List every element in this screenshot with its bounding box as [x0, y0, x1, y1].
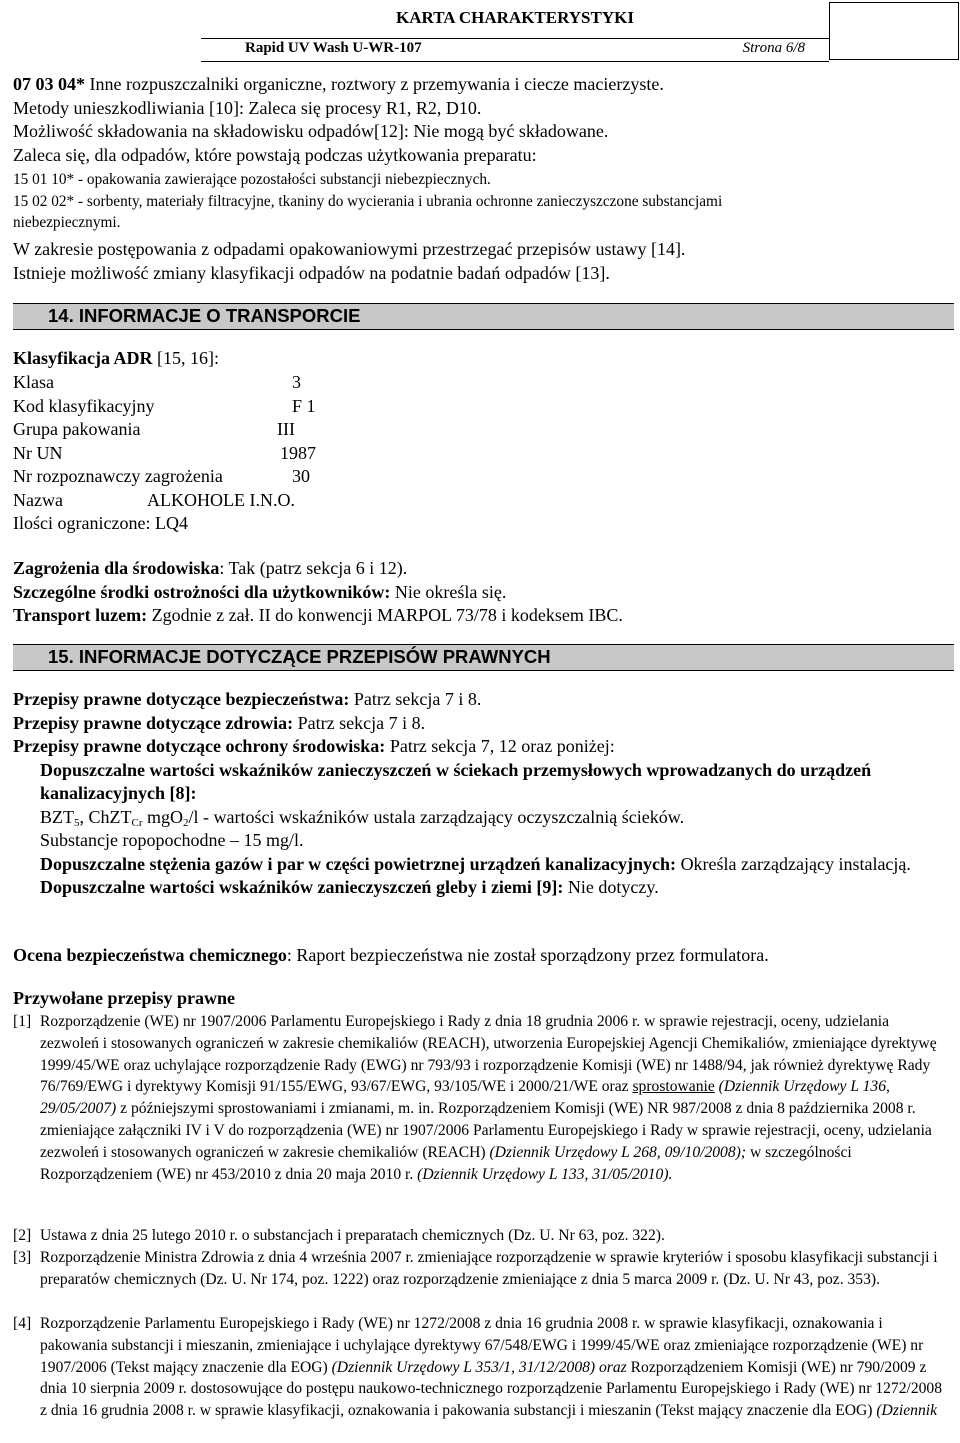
ref-3: [3] Rozporządzenie Ministra Zdrowia z dnia 4 września 2007 r. zmieniające rozporządzenie w sprawie kryteriów i sposobu klasyfikacji substancji i preparatów chemicznych (Dz. U. Nr 174, poz. 1222) oraz rozporządzenie zmieniające z dnia 5 marca 2009 r. (Dz. U. Nr 43, poz. 353).	[13, 1249, 938, 1288]
ref-4: [4] Rozporządzenie Parlamentu Europejskiego i Rady (WE) nr 1272/2008 z dnia 16 grudnia 2008 r. w sprawie klasyfikacji, oznakowania i pakowania substancji i mieszanin, zmieniające i uchylające dyrektywy 67/548/EWG i 1999/45/WE oraz zmieniające rozporządzenie (WE) nr 1907/2006 (Tekst mający znaczenie dla EOG) (Dziennik Urzędowy L 353/1, 31/12/2008) oraz Rozporządzeniem Komisji (WE) nr 790/2009 z dnia 10 sierpnia 2009 r. dostosowujące do postępu naukowo-technicznego rozporządzenie Parlamentu Europejskiego i Rady (WE) nr 1272/2008 z dnia 16 grudnia 2008 r. w sprawie klasyfikacji, oznakowania i pakowania substancji i mieszanin (Tekst mający znaczenie dla EOG) (Dziennik	[13, 1315, 943, 1420]
reg-environment: Przepisy prawne dotyczące ochrony środowiska: Patrz sekcja 7, 12 oraz poniżej:	[13, 736, 615, 756]
reg-health: Przepisy prawne dotyczące zdrowia: Patrz sekcja 7 i 8.	[13, 712, 426, 733]
waste-line-8: Istnieje możliwość zmiany klasyfikacji odpadów na podatnie badań odpadów [13].	[13, 262, 610, 283]
document-title: KARTA CHARAKTERYSTYKI	[396, 8, 634, 27]
adr-row-nazwa: Nazwa	[13, 489, 63, 510]
header-row	[201, 38, 829, 62]
adr-table	[13, 371, 413, 516]
section-15-title: 15. INFORMACJE DOTYCZĄCE PRZEPISÓW PRAWNYCH	[48, 646, 551, 667]
user-precautions: Szczególne środki ostrożności dla użytkowników: Nie określa się.	[13, 581, 507, 602]
adr-val-grupa: III	[277, 419, 295, 439]
section-15-bar	[13, 644, 954, 671]
adr-row-kod: Kod klasyfikacyjny	[13, 395, 155, 416]
waste-codes	[13, 169, 948, 234]
waste-line-3: Możliwość składowania na składowisku odpadów[12]: Nie mogą być składowane.	[13, 121, 609, 141]
refs-title: Przywołane przepisy prawne	[13, 988, 235, 1008]
adr-val-hazard: 30	[292, 466, 310, 486]
waste-code-150202-cont: niebezpiecznymi.	[13, 214, 121, 231]
adr-row-un: Nr UN	[13, 442, 63, 463]
adr-val-un: 1987	[280, 442, 316, 463]
bulk-transport: Transport luzem: Zgodnie z zał. II do konwencji MARPOL 73/78 i kodeksem IBC.	[13, 605, 623, 625]
gas-limits: Dopuszczalne stężenia gazów i par w części powietrznej urządzeń kanalizacyjnych: Określa zarządzający instalacją.	[40, 853, 911, 874]
waste-packaging	[13, 238, 948, 285]
adr-val-nazwa: ALKOHOLE I.N.O.	[147, 489, 295, 510]
transport-notes	[13, 557, 948, 628]
adr-val-kod: F 1	[292, 395, 316, 416]
ref-2: [2] Ustawa z dnia 25 lutego 2010 r. o substancjach i preparatach chemicznych (Dz. U. Nr 63, poz. 322).	[13, 1227, 665, 1244]
chemical-safety-assessment: Ocena bezpieczeństwa chemicznego: Raport bezpieczeństwa nie został sporządzony przez formulatora.	[13, 945, 769, 965]
waste-line-4: Zaleca się, dla odpadów, które powstają podczas użytkowania preparatu:	[13, 144, 537, 165]
adr-val-klasa: 3	[292, 372, 301, 392]
waste-line-2: Metody unieszkodliwiania [10]: Zaleca się procesy R1, R2, D10.	[13, 97, 482, 118]
soil-limits: Dopuszczalne wartości wskaźników zanieczyszczeń gleby i ziemi [9]: Nie dotyczy.	[40, 877, 659, 897]
reg-safety: Przepisy prawne dotyczące bezpieczeństwa: Patrz sekcja 7 i 8.	[13, 689, 482, 709]
regulations	[13, 688, 948, 900]
sprostowanie-link[interactable]: sprostowanie	[632, 1078, 715, 1096]
waste-line-1: 07 03 04* Inne rozpuszczalniki organiczne, roztwory z przemywania i ciecze macierzyste.	[13, 74, 664, 94]
section-14-title: 14. INFORMACJE O TRANSPORCIE	[48, 305, 361, 326]
bzt-line: $BZT_5$, ChZT$_{Cr}$ mgO$_2$/l - wartości wskaźników ustala zarządzający oczyszczalnią ścieków.	[40, 806, 685, 829]
adr-label: Klasyfikacja ADR	[13, 348, 153, 368]
adr-row-klasa: Klasa	[13, 372, 54, 392]
adr-row-grupa: Grupa pakowania	[13, 419, 141, 439]
adr-row-hazard: Nr rozpoznawczy zagrożenia	[13, 466, 223, 486]
env-hazard: Zagrożenia dla środowiska: Tak (patrz sekcja 6 i 12).	[13, 558, 408, 578]
waste-line-7: W zakresie postępowania z odpadami opakowaniowymi przestrzegać przepisów ustawy [14].	[13, 239, 686, 259]
header-logo-box	[829, 2, 959, 60]
petroleum-line: Substancje ropopochodne – 15 mg/l.	[40, 830, 304, 850]
adr-ref: [15, 16]:	[152, 348, 219, 368]
sewage-limits: Dopuszczalne wartości wskaźników zanieczyszczeń w ściekach przemysłowych wprowadzanych do urządzeń kanalizacyjnych [8]:	[40, 759, 872, 803]
product-name: Rapid UV Wash U-WR-107	[245, 40, 422, 56]
waste-code-150110: 15 01 10* - opakowania zawierające pozostałości substancji niebezpiecznych.	[13, 171, 491, 188]
header-box	[201, 2, 829, 60]
adr-heading	[13, 347, 948, 371]
ref-1: [1] Rozporządzenie (WE) nr 1907/2006 Parlamentu Europejskiego i Rady z dnia 18 grudnia 2006 r. w sprawie rejestracji, oceny, udzielania zezwoleń i stosowanych ograniczeń w zakresie chemikaliów (REACH), utworzenia Europejskiej Agencji Chemikaliów, zmieniające dyrektywę 1999/45/WE oraz uchylające rozporządzenie Rady (EWG) nr 793/93 i rozporządzenie Komisji (WE) nr 1488/94, jak również dyrektywę Rady 76/769/EWG i dyrektywy Komisji 91/155/EWG, 93/67/EWG, 93/105/WE i 2000/21/WE oraz sprostowanie (Dziennik Urzędowy L 136, 29/05/2007) z późniejszymi sprostowaniami i zmianami, m. in. Rozporządzeniem Komisji (WE) NR 987/2008 z dnia 8 października 2008 r. zmieniające załączniki IV i V do rozporządzenia (WE) nr 1907/2006 Parlamentu Europejskiego i Rady w sprawie rejestracji, oceny, udzielania zezwoleń i stosowanych ograniczeń w zakresie chemikaliów (REACH) (Dziennik Urzędowy L 268, 09/10/2008); w szczególności Rozporządzeniem (WE) nr 453/2010 z dnia 20 maja 2010 r. (Dziennik Urzędowy L 133, 31/05/2010).	[13, 1013, 937, 1183]
section-14-bar	[13, 303, 954, 330]
page-number: Strona 6/8	[742, 40, 805, 56]
waste-info	[13, 73, 948, 167]
waste-code-150202: 15 02 02* - sorbenty, materiały filtracyjne, tkaniny do wycierania i ubrania ochronne zanieczyszczone substancjami	[13, 192, 723, 210]
limited-quantity: Ilości ograniczone: LQ4	[13, 513, 188, 533]
